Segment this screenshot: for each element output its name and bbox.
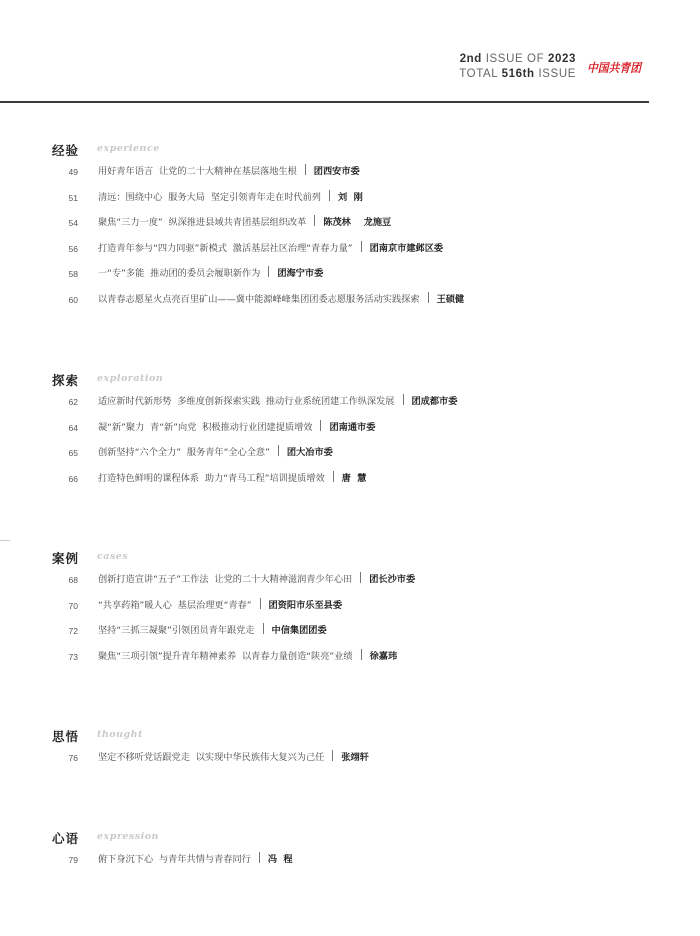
article-author: 团南京市建邺区委 (369, 242, 444, 254)
entry-line (98, 292, 464, 307)
article-title: 坚持“三抓三凝聚”引领团员青年跟党走 (98, 625, 255, 636)
section-title: 经验 (52, 143, 80, 158)
title-author-separator (278, 445, 279, 456)
toc-entry[interactable] (0, 164, 700, 190)
toc-entry[interactable] (0, 292, 700, 318)
entry-line (98, 471, 366, 486)
total-issue-number: 516th (501, 67, 535, 80)
section-english-title: experience (97, 143, 160, 154)
article-author: 冯 程 (267, 854, 293, 865)
article-author: 王硕健 (436, 293, 465, 305)
article-title: “共享药箱”暖人心 基层治理更“青春” (98, 599, 252, 611)
title-author-separator (314, 215, 315, 226)
entry-line (98, 852, 293, 867)
title-author-separator (260, 598, 261, 609)
entry-line (98, 215, 391, 230)
toc-entry[interactable] (0, 471, 700, 497)
total-text: TOTAL (459, 67, 502, 80)
toc-section (0, 141, 700, 317)
article-author: 团长沙市委 (369, 574, 416, 585)
issue-year: 2023 (548, 53, 576, 65)
article-title: 一“专”多能 推动团的委员会履职新作为 (98, 268, 261, 279)
toc-section (0, 829, 700, 878)
toc-entry[interactable] (0, 623, 700, 649)
page-number: 72 (68, 626, 78, 636)
title-author-separator (332, 750, 333, 761)
article-author: 陈茂林 龙施豆 (323, 217, 392, 228)
article-author: 中信集团团委 (271, 625, 327, 636)
article-title: 适应新时代新形势 多维度创新探索实践 推动行业系统团建工作纵深发展 (98, 396, 395, 407)
toc-entry[interactable] (0, 852, 700, 878)
issue-of-text: ISSUE OF (481, 53, 549, 65)
entry-line (98, 190, 363, 205)
section-title: 心语 (52, 831, 80, 846)
header-divider (0, 101, 649, 103)
article-author: 团资阳市乐至县委 (268, 599, 343, 611)
entry-line (98, 164, 360, 179)
toc-section (0, 549, 700, 674)
section-title: 案例 (52, 551, 80, 566)
title-author-separator (259, 852, 260, 863)
page-number: 54 (68, 218, 78, 228)
page-number: 60 (68, 294, 78, 305)
article-title: 聚焦“三力一度” 纵深推进县域共青团基层组织改革 (98, 217, 307, 228)
page-number: 70 (68, 600, 78, 611)
article-title: 创新打造宣讲“五子”工作法 让党的二十大精神滋润青少年心田 (98, 574, 353, 585)
title-author-separator (263, 623, 264, 634)
article-author: 徐嘉玮 (369, 650, 398, 662)
section-english-title: thought (97, 729, 143, 740)
article-author: 团西安市委 (313, 166, 360, 177)
logo-text: 中国共青团 (587, 61, 643, 75)
article-title: 打造青年参与“四力同驱”新模式 激活基层社区治理“青春力量” (98, 242, 353, 254)
toc-entry[interactable] (0, 420, 700, 446)
page-number: 58 (68, 269, 78, 279)
toc-entry[interactable] (0, 598, 700, 624)
page-number: 66 (68, 473, 78, 484)
section-english-title: expression (97, 831, 159, 842)
issue-line-2 (459, 67, 576, 82)
page-number: 62 (68, 397, 78, 407)
section-header (0, 549, 700, 569)
section-header (0, 727, 700, 747)
entry-line (98, 394, 457, 409)
page-number: 49 (68, 167, 78, 177)
article-author: 唐 慧 (341, 472, 367, 484)
article-title: 用好青年语言 让党的二十大精神在基层落地生根 (98, 166, 297, 177)
title-author-separator (360, 572, 361, 583)
toc-entry[interactable] (0, 445, 700, 471)
article-title: 清远：围绕中心 服务大局 坚定引领青年走在时代前列 (98, 191, 321, 203)
page-number: 68 (68, 575, 78, 585)
article-title: 凝“新”聚力 青“新”向党 积极推动行业团建提质增效 (98, 421, 313, 433)
section-title: 思悟 (52, 729, 80, 744)
article-author: 团大冶市委 (286, 447, 333, 458)
page-number: 56 (68, 243, 78, 254)
title-author-separator (320, 420, 321, 431)
article-author: 团南通市委 (329, 421, 376, 433)
entry-line (98, 750, 369, 765)
page-number: 79 (68, 855, 78, 865)
margin-mark (0, 540, 10, 541)
article-title: 俯下身沉下心 与青年共情与青春同行 (98, 854, 251, 865)
entry-line (98, 598, 342, 613)
article-title: 聚焦“三项引领”提升青年精神素养 以青春力量创造“陕亮”业绩 (98, 650, 353, 662)
toc-entry[interactable] (0, 572, 700, 598)
article-author: 团成都市委 (411, 396, 458, 407)
section-english-title: cases (97, 551, 129, 562)
article-title: 打造特色鲜明的课程体系 助力“青马工程”培训提质增效 (98, 472, 325, 484)
entry-line (98, 572, 415, 587)
entry-line (98, 241, 443, 256)
page-number: 51 (68, 192, 78, 203)
article-author: 张翊轩 (341, 752, 369, 763)
toc-entry[interactable] (0, 190, 700, 216)
article-title: 以青春志愿星火点亮百里矿山——冀中能源峰峰集团团委志愿服务活动实践探索 (98, 293, 420, 305)
section-english-title: exploration (97, 373, 164, 384)
issue-info (459, 52, 576, 81)
entry-line (98, 266, 323, 281)
entry-line (98, 649, 397, 664)
issue-number: 2nd (459, 53, 482, 65)
title-author-separator (329, 190, 330, 201)
title-author-separator (428, 292, 429, 303)
section-title: 探索 (52, 373, 80, 388)
toc-entry[interactable] (0, 215, 700, 241)
article-author: 团海宁市委 (277, 268, 324, 279)
article-title: 坚定不移听党话跟党走 以实现中华民族伟大复兴为己任 (98, 752, 325, 763)
title-author-separator (403, 394, 404, 405)
issue-line-1 (459, 52, 576, 67)
article-author: 刘 刚 (338, 191, 363, 203)
toc-entry[interactable] (0, 241, 700, 267)
title-author-separator (333, 471, 334, 482)
toc-section (0, 727, 700, 776)
entry-line (98, 420, 375, 435)
toc-entry[interactable] (0, 750, 700, 776)
page-number: 64 (68, 422, 78, 433)
toc-section (0, 371, 700, 496)
section-header (0, 371, 700, 391)
page-number: 65 (68, 448, 78, 458)
entry-line (98, 623, 327, 638)
title-author-separator (361, 649, 362, 660)
toc-entry[interactable] (0, 394, 700, 420)
issue-text: ISSUE (534, 67, 576, 80)
title-author-separator (268, 266, 269, 277)
page-number: 76 (68, 753, 78, 763)
toc-entry[interactable] (0, 266, 700, 292)
magazine-logo (587, 51, 641, 79)
section-header (0, 141, 700, 161)
title-author-separator (305, 164, 306, 175)
entry-line (98, 445, 333, 460)
title-author-separator (361, 241, 362, 252)
section-header (0, 829, 700, 849)
toc-entry[interactable] (0, 649, 700, 675)
page-number: 73 (68, 651, 78, 662)
article-title: 创新坚持“六个全力” 服务青年“全心全意” (98, 447, 270, 458)
